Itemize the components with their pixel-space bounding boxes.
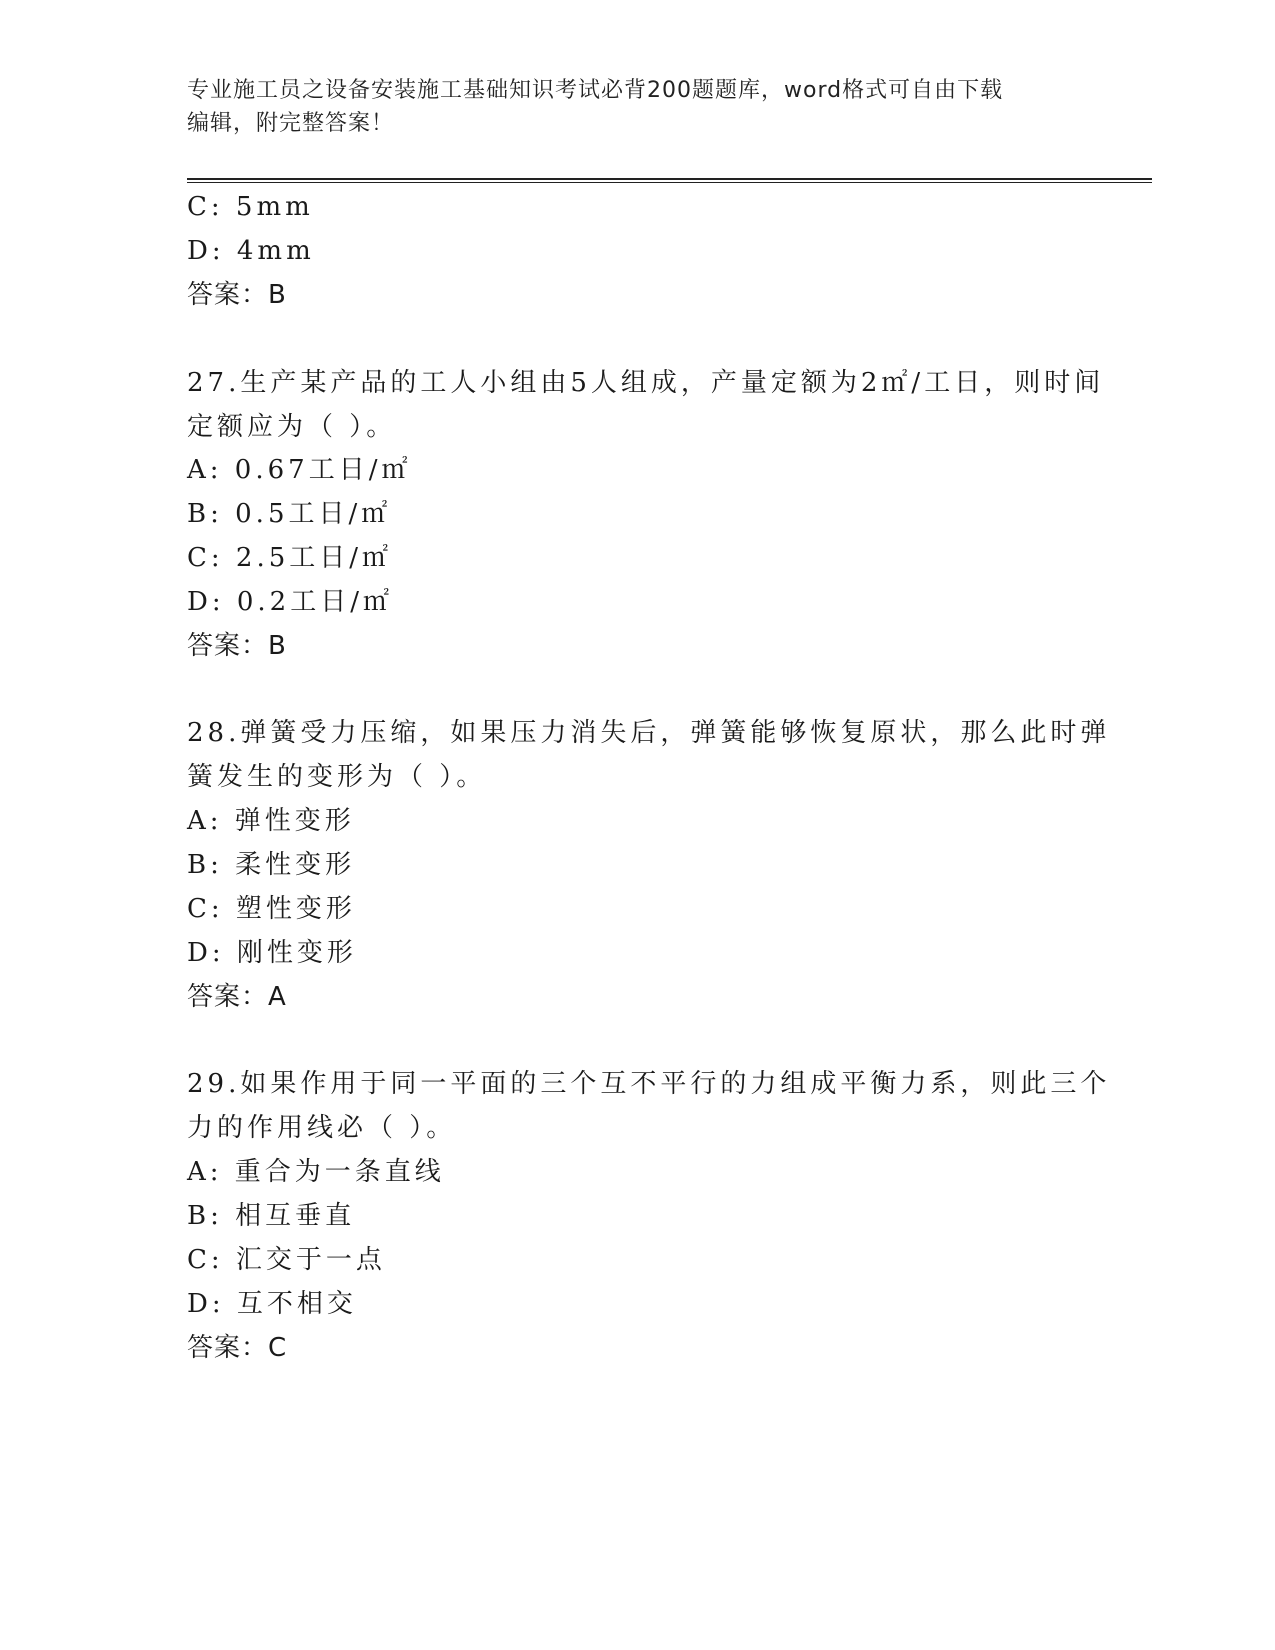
q28-stem-line2: 簧发生的变形为（ ）。 — [187, 762, 487, 792]
prev-answer: 答案：B — [187, 280, 287, 310]
q29-option-a: A: 重合为一条直线 — [187, 1157, 445, 1187]
q28-option-a: A: 弹性变形 — [187, 806, 355, 836]
q28-option-d: D: 刚性变形 — [187, 938, 357, 968]
q28-option-b: B: 柔性变形 — [187, 850, 356, 880]
q29-stem-line2: 力的作用线必（ ）。 — [187, 1113, 457, 1143]
q27-answer: 答案：B — [187, 631, 287, 661]
q28-option-c: C: 塑性变形 — [187, 894, 356, 924]
q27-stem-line2: 定额应为（ ）。 — [187, 412, 397, 442]
q29-option-b: B: 相互垂直 — [187, 1201, 356, 1231]
header-title-line1: 专业施工员之设备安装施工基础知识考试必背200题题库，word格式可自由下载 — [187, 78, 1004, 103]
q27-option-b: B: 0.5工日/㎡ — [187, 499, 392, 529]
header-divider-thick — [187, 178, 1152, 180]
q28-stem-line1: 28.弹簧受力压缩，如果压力消失后，弹簧能够恢复原状，那么此时弹 — [187, 718, 1111, 748]
q27-stem-line1: 27.生产某产品的工人小组由5人组成，产量定额为2㎡/工日，则时间 — [187, 368, 1105, 398]
header-divider-thin — [187, 182, 1152, 183]
header-title-line2: 编辑，附完整答案！ — [187, 111, 395, 136]
q29-stem-line1: 29.如果作用于同一平面的三个互不平行的力组成平衡力系，则此三个 — [187, 1069, 1111, 1099]
document-header — [187, 74, 1067, 140]
q27-option-c: C: 2.5工日/㎡ — [187, 543, 393, 573]
q28-answer: 答案：A — [187, 982, 287, 1012]
q29-answer: 答案：C — [187, 1333, 288, 1363]
prev-option-d: D: 4mm — [187, 236, 315, 266]
q27-option-a: A: 0.67工日/㎡ — [187, 455, 412, 485]
q29-option-d: D: 互不相交 — [187, 1289, 357, 1319]
prev-option-c: C: 5mm — [187, 192, 314, 222]
q29-option-c: C: 汇交于一点 — [187, 1245, 386, 1275]
q27-option-d: D: 0.2工日/㎡ — [187, 587, 393, 617]
